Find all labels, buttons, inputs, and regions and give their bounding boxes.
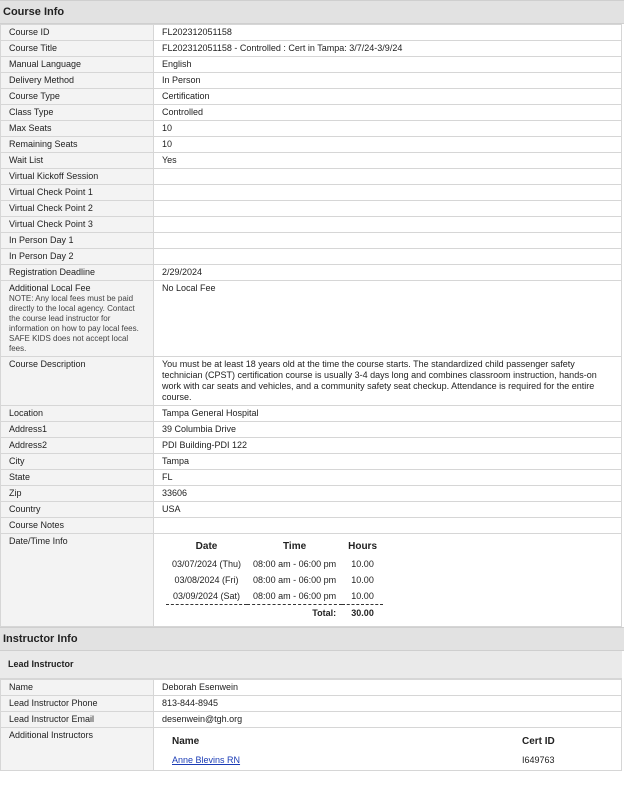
- course-description-label: Course Description: [1, 357, 154, 406]
- row-value: English: [154, 57, 622, 73]
- lead-instructor-phone: 813-844-8945: [154, 696, 622, 712]
- row-value: In Person: [154, 73, 622, 89]
- row-label: Virtual Check Point 3: [1, 217, 154, 233]
- row-value: 2/29/2024: [154, 265, 622, 281]
- table-row-description: [1, 357, 622, 406]
- course-info-table: [0, 24, 622, 627]
- table-row-additional-instructors: [1, 728, 622, 771]
- table-row: [1, 696, 622, 712]
- table-row: [1, 406, 622, 422]
- row-label: Course Notes: [1, 518, 154, 534]
- row-label: City: [1, 454, 154, 470]
- table-row: [1, 422, 622, 438]
- row-label: Zip: [1, 486, 154, 502]
- row-label: Registration Deadline: [1, 265, 154, 281]
- row-value: [154, 233, 622, 249]
- total-row: [166, 605, 383, 622]
- row-label: Lead Instructor Phone: [1, 696, 154, 712]
- row-label: Address2: [1, 438, 154, 454]
- table-row: [1, 121, 622, 137]
- table-row: [1, 57, 622, 73]
- total-label: Total:: [312, 608, 337, 618]
- row-label: Course Title: [1, 41, 154, 57]
- row-value: PDI Building-PDI 122: [154, 438, 622, 454]
- table-row: [1, 265, 622, 281]
- additional-instructors-label: Additional Instructors: [1, 728, 154, 771]
- row-label: Lead Instructor Email: [1, 712, 154, 728]
- row-label: Country: [1, 502, 154, 518]
- session-row: [166, 572, 383, 588]
- date-column-header: Date: [195, 541, 218, 552]
- row-value: USA: [154, 502, 622, 518]
- instructor-cert-id: I649763: [522, 755, 555, 765]
- row-value: [154, 518, 622, 534]
- session-time: 08:00 am - 06:00 pm: [247, 588, 342, 605]
- total-hours: 30.00: [351, 608, 374, 618]
- local-fee-value: No Local Fee: [154, 281, 622, 357]
- row-value: Yes: [154, 153, 622, 169]
- table-row: [1, 41, 622, 57]
- table-row: [1, 73, 622, 89]
- instructor-name-cell: [166, 753, 516, 768]
- local-fee-note: NOTE: Any local fees must be paid directly to the local agency. Contact the course lead instructor for information on how to pay local fees. SAFE KIDS does not accept local fees.: [9, 294, 139, 353]
- row-label: Course Type: [1, 89, 154, 105]
- local-fee-label-cell: [1, 281, 154, 357]
- row-label: Wait List: [1, 153, 154, 169]
- table-row: [1, 486, 622, 502]
- session-date: 03/07/2024 (Thu): [172, 559, 242, 569]
- row-value: 39 Columbia Drive: [154, 422, 622, 438]
- table-row: [1, 502, 622, 518]
- session-hours: 10.00: [351, 559, 374, 569]
- name-column-header: Name: [172, 736, 200, 747]
- row-value: [154, 217, 622, 233]
- additional-instructors-table: [166, 734, 618, 768]
- table-row: [1, 438, 622, 454]
- table-row: [1, 454, 622, 470]
- row-value: FL202312051158 - Controlled : Cert in Tampa: 3/7/24-3/9/24: [154, 41, 622, 57]
- local-fee-label: Additional Local Fee: [9, 283, 91, 293]
- session-row: [166, 556, 383, 572]
- row-label: In Person Day 2: [1, 249, 154, 265]
- lead-instructor-email: desenwein@tgh.org: [154, 712, 622, 728]
- table-row: [1, 217, 622, 233]
- table-row: [1, 249, 622, 265]
- row-value: 10: [154, 121, 622, 137]
- row-value: [154, 201, 622, 217]
- row-label: Course ID: [1, 25, 154, 41]
- hours-column-header: Hours: [348, 541, 378, 552]
- session-hours: 10.00: [351, 575, 374, 585]
- instructor-info-table: [0, 679, 622, 771]
- table-row: [1, 518, 622, 534]
- row-label: Delivery Method: [1, 73, 154, 89]
- row-value: [154, 249, 622, 265]
- session-hours: 10.00: [342, 588, 383, 605]
- time-column-header: Time: [282, 541, 307, 552]
- row-label: Name: [1, 680, 154, 696]
- lead-instructor-name: Deborah Esenwein: [154, 680, 622, 696]
- row-label: Class Type: [1, 105, 154, 121]
- row-value: FL202312051158: [154, 25, 622, 41]
- row-label: Virtual Check Point 2: [1, 201, 154, 217]
- table-row: [1, 233, 622, 249]
- row-value: [154, 185, 622, 201]
- row-label: Max Seats: [1, 121, 154, 137]
- row-label: Remaining Seats: [1, 137, 154, 153]
- row-label: In Person Day 1: [1, 233, 154, 249]
- session-time: 08:00 am - 06:00 pm: [253, 575, 337, 585]
- table-row: [1, 25, 622, 41]
- row-label: Virtual Kickoff Session: [1, 169, 154, 185]
- session-date: 03/08/2024 (Fri): [174, 575, 239, 585]
- row-label: Location: [1, 406, 154, 422]
- session-time: 08:00 am - 06:00 pm: [253, 559, 337, 569]
- additional-instructors-value: [154, 728, 622, 771]
- lead-instructor-header: Lead Instructor: [0, 651, 622, 679]
- table-row: [1, 712, 622, 728]
- table-row-local-fee: [1, 281, 622, 357]
- row-value: Controlled: [154, 105, 622, 121]
- row-value: FL: [154, 470, 622, 486]
- course-info-header: Course Info: [0, 0, 624, 24]
- course-description-value: You must be at least 18 years old at the time the course starts. The standardized child passenger safety technician (CPST) certification course is usually 3-4 days long and combines classroom instruction, hands-on work with car seats and vehicles, and a community safety seat checkup. Attendance is required for the entire course.: [154, 357, 622, 406]
- cert-id-column-header: Cert ID: [522, 736, 555, 747]
- row-value: 33606: [154, 486, 622, 502]
- row-label: Manual Language: [1, 57, 154, 73]
- table-row: [1, 680, 622, 696]
- row-label: Virtual Check Point 1: [1, 185, 154, 201]
- row-value: 10: [154, 137, 622, 153]
- row-value: Tampa General Hospital: [154, 406, 622, 422]
- row-value: Tampa: [154, 454, 622, 470]
- row-value: Certification: [154, 89, 622, 105]
- table-row-datetime: [1, 534, 622, 627]
- datetime-value: [154, 534, 622, 627]
- datetime-label: Date/Time Info: [1, 534, 154, 627]
- row-label: Address1: [1, 422, 154, 438]
- table-row: [1, 105, 622, 121]
- table-row: [1, 470, 622, 486]
- table-row: [1, 201, 622, 217]
- row-label: State: [1, 470, 154, 486]
- session-date: 03/09/2024 (Sat): [166, 588, 247, 605]
- table-row: [1, 89, 622, 105]
- table-row: [1, 169, 622, 185]
- table-row: [1, 153, 622, 169]
- row-value: [154, 169, 622, 185]
- table-row: [1, 185, 622, 201]
- datetime-table: [166, 540, 383, 621]
- session-row: [166, 588, 383, 605]
- instructor-name-link[interactable]: Anne Blevins RN: [172, 755, 241, 765]
- instructor-info-header: Instructor Info: [0, 627, 624, 651]
- instructor-row: [166, 753, 618, 768]
- table-row: [1, 137, 622, 153]
